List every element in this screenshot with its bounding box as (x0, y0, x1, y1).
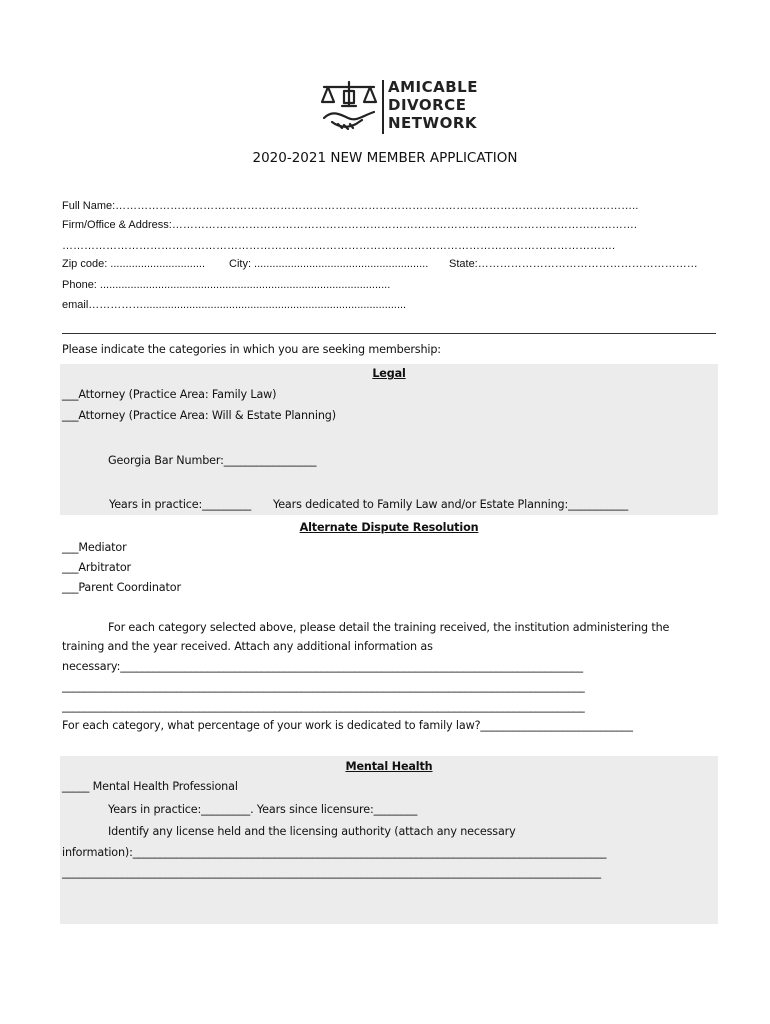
city-field[interactable]: City: ......................................................... (229, 258, 429, 270)
page-title: 2020-2021 NEW MEMBER APPLICATION (252, 150, 518, 166)
mh-years-field[interactable]: Years in practice:_________. Years since licensure:________ (108, 803, 418, 816)
logo-text-line3: NETWORK (388, 114, 478, 132)
training-instruction-line1: For each category selected above, please detail the training received, the institution administering the (108, 621, 670, 634)
separator-line (62, 333, 716, 334)
training-details-field[interactable]: necessary:_____________________________________________________________________________________ (62, 660, 583, 673)
attorney-family-law-option[interactable]: ___Attorney (Practice Area: Family Law) (62, 388, 277, 401)
phone-field[interactable]: Phone: ............................................................................................... (62, 279, 391, 291)
logo-text-line2: DIVORCE (388, 96, 467, 114)
firm-address-continued-field[interactable]: ……………………………………………………………………………………………………………………………………. (62, 240, 616, 252)
family-law-percentage-field[interactable]: For each category, what percentage of your work is dedicated to family law?____________________________ (62, 719, 633, 732)
training-instruction-line2: training and the year received. Attach any additional information as (62, 640, 433, 653)
email-field[interactable]: email……………...................................................................................... (62, 299, 407, 311)
scales-handshake-icon (318, 78, 380, 134)
mediator-option[interactable]: ___Mediator (62, 541, 127, 554)
legal-heading: Legal (372, 367, 406, 380)
state-field[interactable]: State:…………………………………………………… (449, 258, 698, 270)
logo (318, 78, 478, 138)
years-in-practice-field[interactable]: Years in practice:_________ (109, 498, 252, 511)
attorney-estate-planning-option[interactable]: ___Attorney (Practice Area: Will & Estate Planning) (62, 409, 336, 422)
zip-code-field[interactable]: Zip code: ............................... (62, 258, 206, 270)
training-details-line3[interactable]: ________________________________________________________________________________________________ (62, 700, 585, 713)
license-instruction: Identify any license held and the licensing authority (attach any necessary (108, 825, 516, 838)
arbitrator-option[interactable]: ___Arbitrator (62, 561, 131, 574)
license-information-field[interactable]: information):_______________________________________________________________________________________ (62, 846, 607, 859)
logo-text-line1: AMICABLE (388, 78, 478, 96)
adr-heading: Alternate Dispute Resolution (299, 521, 479, 534)
logo-divider (382, 80, 384, 134)
years-dedicated-field[interactable]: Years dedicated to Family Law and/or Estate Planning:___________ (273, 498, 629, 511)
legal-section (60, 364, 718, 515)
georgia-bar-number-field[interactable]: Georgia Bar Number:_________________ (108, 454, 317, 467)
full-name-field[interactable]: Full Name:…………………………………………………………………………………………………………………………….. (62, 200, 639, 212)
mental-health-heading: Mental Health (345, 760, 433, 773)
license-information-line2[interactable]: ___________________________________________________________________________________________________ (62, 866, 601, 879)
mental-health-professional-option[interactable]: _____ Mental Health Professional (62, 780, 238, 793)
parent-coordinator-option[interactable]: ___Parent Coordinator (62, 581, 181, 594)
firm-address-field[interactable]: Firm/Office & Address:………………………………………………………………………………………………………………. (62, 219, 637, 231)
membership-instruction: Please indicate the categories in which you are seeking membership: (62, 343, 441, 356)
training-details-line2[interactable]: ________________________________________________________________________________________________ (62, 680, 585, 693)
